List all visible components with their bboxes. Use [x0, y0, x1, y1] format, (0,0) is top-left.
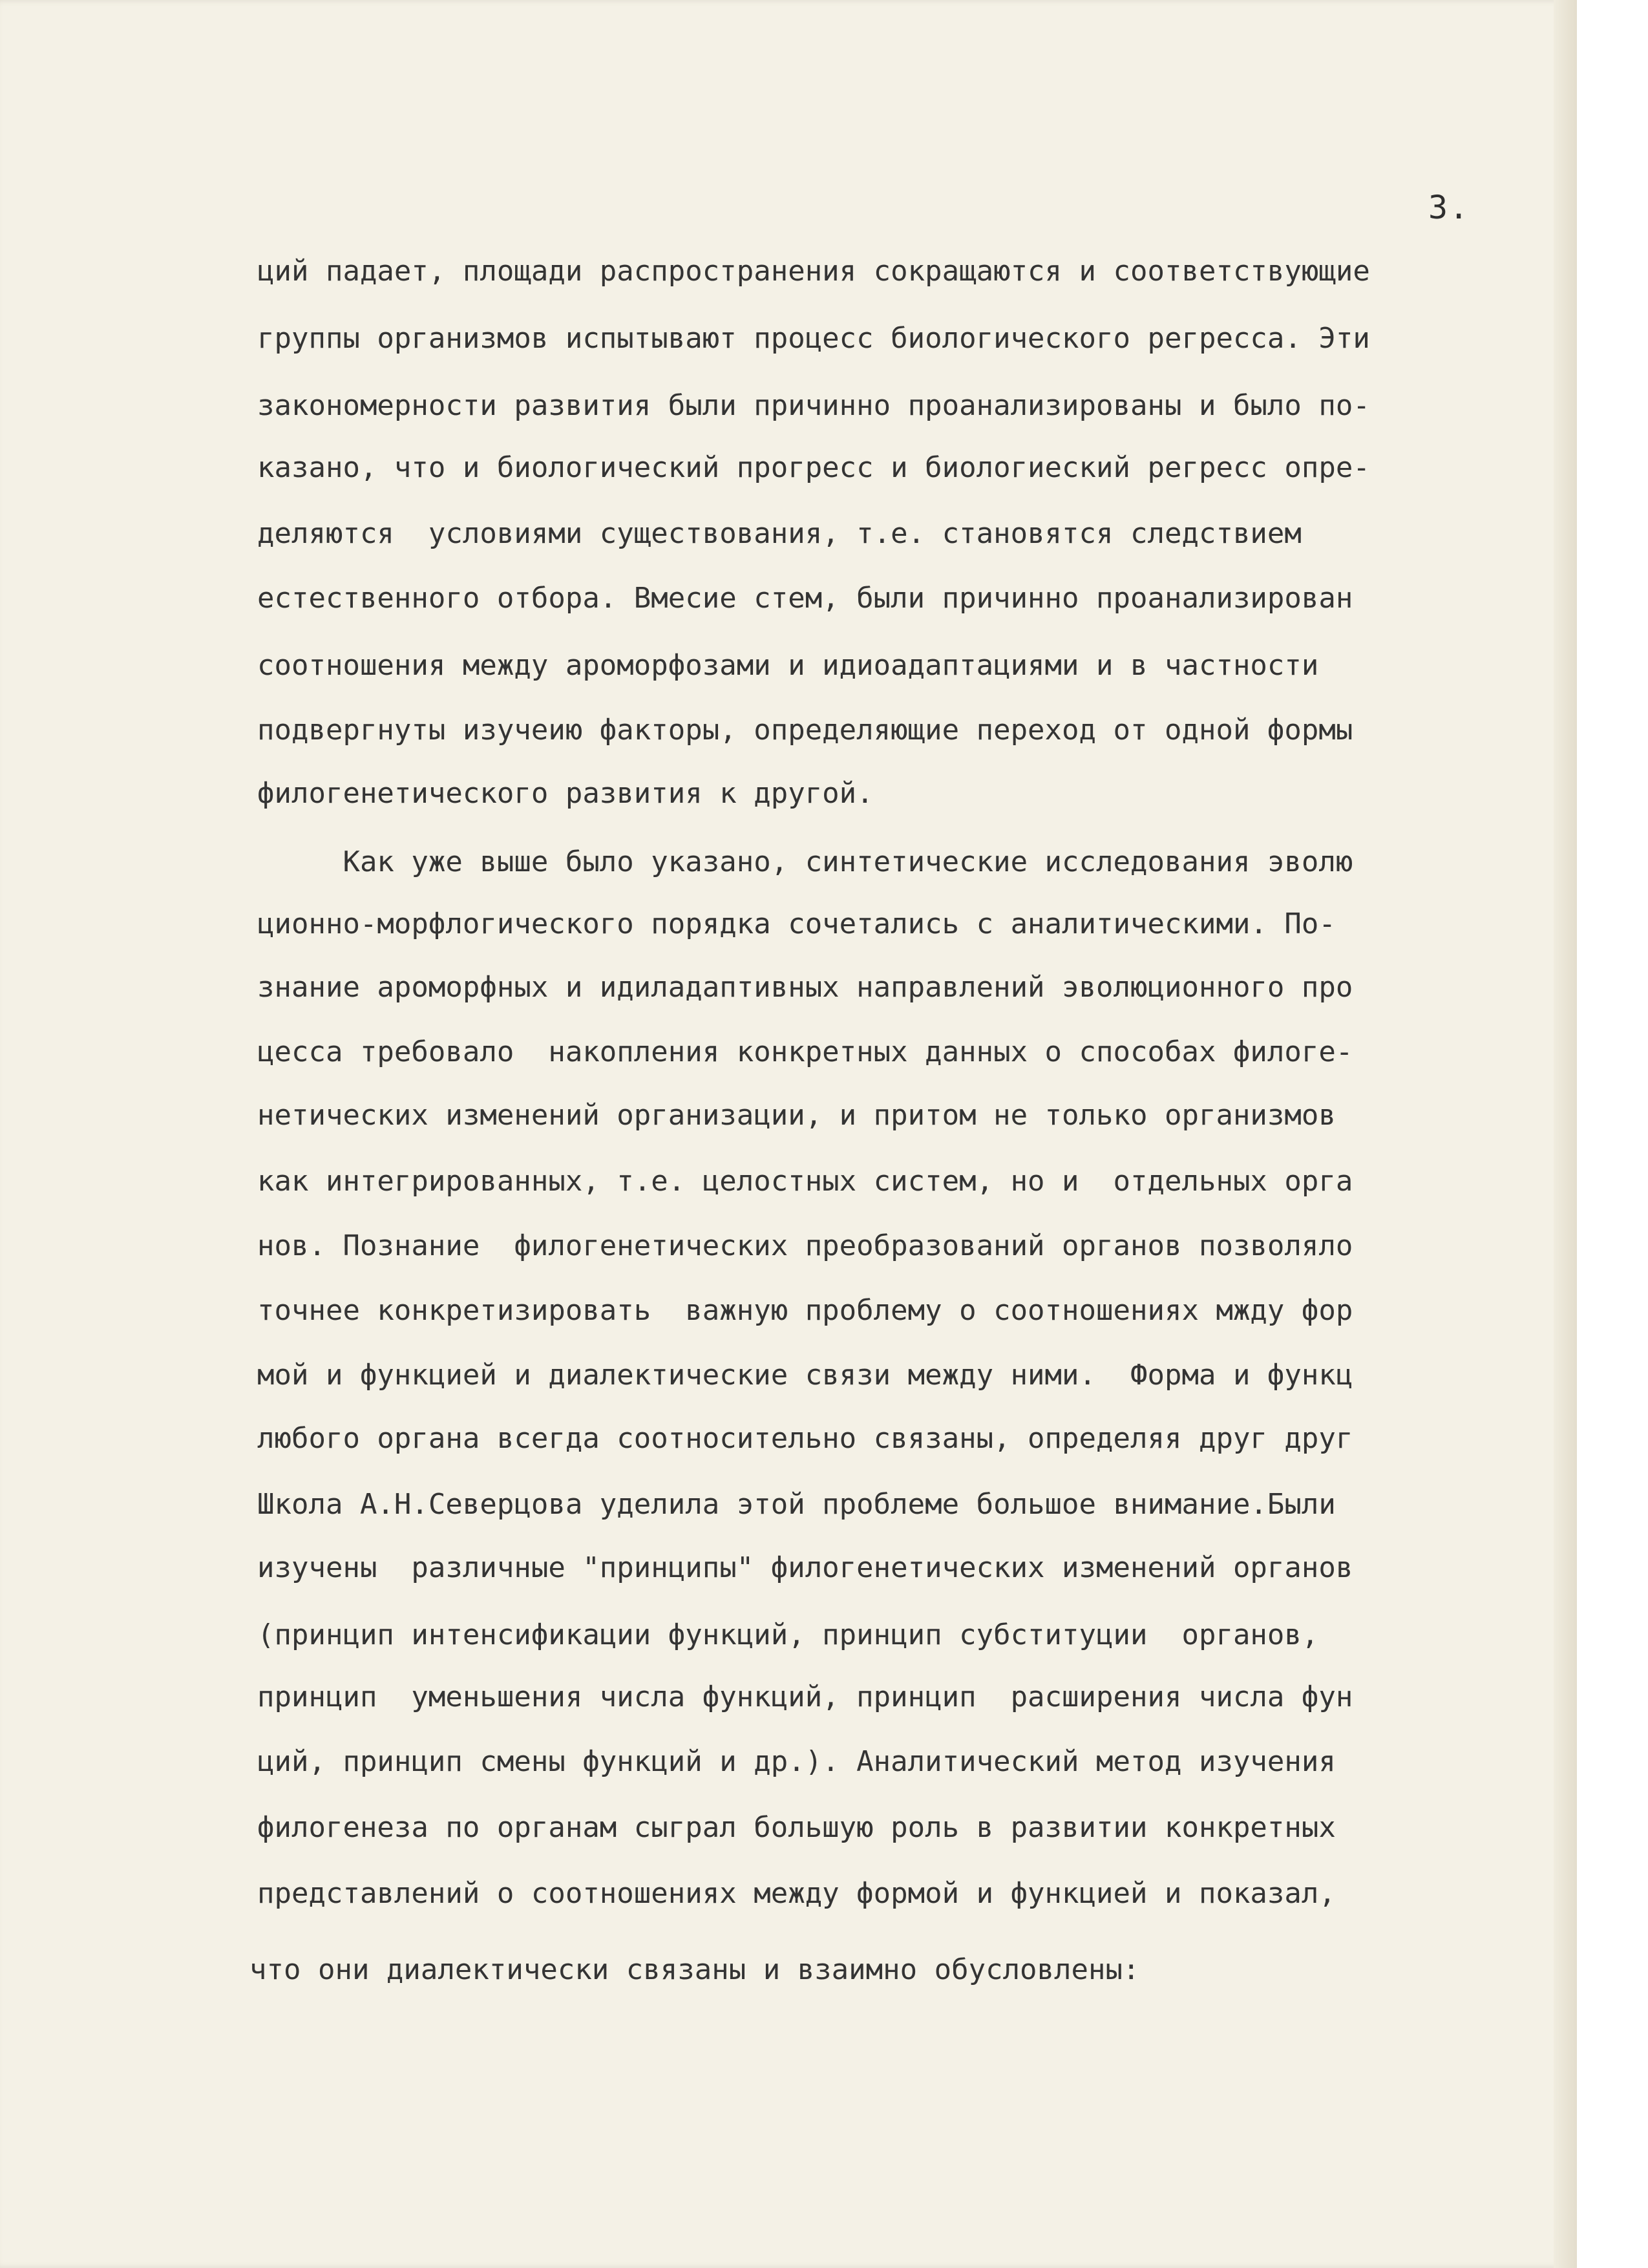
text-line: филогенеза по органам сыграл большую роль в развитии конкретных	[257, 1811, 1336, 1844]
text-line: изучены различные "принципы" филогенетических изменений органов	[257, 1551, 1353, 1584]
text-line: группы организмов испытывают процесс биологического регресса. Эти	[257, 322, 1370, 355]
text-line: Школа А.Н.Северцова уделила этой проблеме большое внимание.Были	[257, 1488, 1336, 1521]
text-line: подвергнуты изучеию факторы, определяющие переход от одной формы	[257, 714, 1353, 747]
paragraph-first-line: Как уже выше было указано, синтетические исследования эволю	[257, 845, 1353, 878]
text-line: закономерности развития были причинно проанализированы и было по-	[257, 389, 1370, 422]
page-number: 3.	[1428, 189, 1470, 226]
text-line: ций падает, площади распространения сокращаются и соответствующие	[257, 255, 1370, 288]
text-line: нетических изменений организации, и притом не только организмов	[257, 1099, 1336, 1132]
text-line: точнее конкретизировать важную проблему о соотношениях мжду фор	[257, 1294, 1353, 1327]
text-line: знание ароморфных и идиладаптивных направлений эволюционного про	[257, 971, 1353, 1004]
text-line: казано, что и биологический прогресс и биологиеский регресс опре-	[257, 451, 1370, 484]
text-line: ций, принцип смены функций и др.). Аналитический метод изучения	[257, 1745, 1336, 1778]
text-line: представлений о соотношениях между формой и функцией и показал,	[257, 1877, 1336, 1910]
text-line: как интегрированных, т.е. целостных систем, но и отдельных орга	[257, 1165, 1353, 1198]
text-line: деляются условиями существования, т.е. становятся следствием	[257, 517, 1302, 550]
text-line: соотношения между ароморфозами и идиоадаптациями и в частности	[257, 649, 1319, 682]
text-line: любого органа всегда соотносительно связаны, определяя друг друг	[257, 1422, 1353, 1455]
text-line: мой и функцией и диалектические связи между ними. Форма и функц	[257, 1359, 1353, 1392]
text-line: естественного отбора. Вмесие стем, были причинно проанализирован	[257, 582, 1353, 615]
text-line: филогенетического развития к другой.	[257, 777, 874, 810]
text-line: что они диалектически связаны и взаимно обусловлены:	[249, 1953, 1140, 1986]
text-line: нов. Познание филогенетических преобразований органов позволяло	[257, 1229, 1353, 1262]
text-line: цесса требовало накопления конкретных данных о способах филоге-	[257, 1035, 1353, 1068]
text-line: ционно-морфлогического порядка сочетались с аналитическими. По-	[257, 907, 1336, 940]
text-line: принцип уменьшения числа функций, принцип расширения числа фун	[257, 1680, 1353, 1713]
text-line: (принцип интенсификации функций, принцип субституции органов,	[257, 1618, 1319, 1651]
paper-edge	[1554, 0, 1577, 2268]
